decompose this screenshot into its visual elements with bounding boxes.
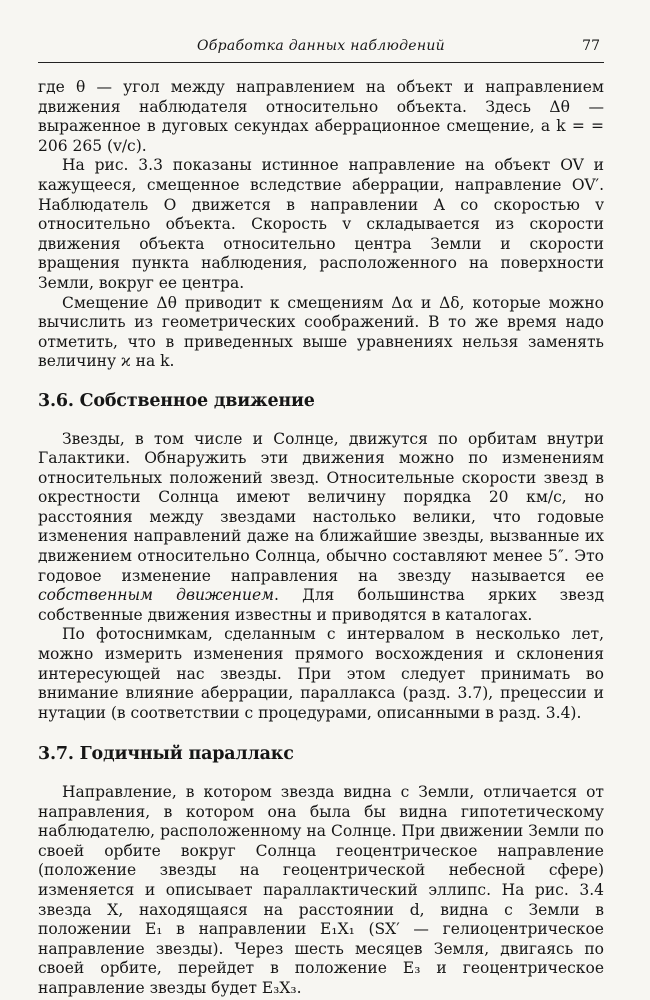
paragraph-proper-motion bbox=[38, 430, 604, 626]
proper-motion-text-a: Звезды, в том числе и Солнце, движутся по орбитам внутри Галактики. Обнаружить эти движения можно по изменениям относительных положений звезд. Относительные скорости звезд в окрестности Солнца имеют величину порядка 20 км/с, но расстояния между звездами настолько велики, что годовые изменения направлений даже на ближайшие звезды, вызванные их движением относительно Солнца, обычно составляют менее 5″. Это годовое изменение направления на звезду называется ее bbox=[38, 429, 604, 585]
page-header bbox=[38, 36, 604, 63]
page-number: 77 bbox=[582, 38, 600, 54]
proper-motion-term: собственным движением bbox=[38, 586, 274, 605]
paragraph-aberration-definition: где θ — угол между направлением на объект и направлением движения наблюдателя относительно объекта. Здесь Δθ — выраженное в дуговых секундах аберрационное смещение, а k = = 206 265 (v/c). bbox=[38, 78, 604, 155]
paragraph-displacement: Смещение Δθ приводит к смещениям Δα и Δδ, которые можно вычислить из геометрических соображений. В то же время надо отметить, что в приведенных выше уравнениях нельзя заменять величину ϰ на k. bbox=[38, 293, 604, 371]
section-heading-proper-motion: 3.6. Собственное движение bbox=[38, 390, 315, 411]
body-text bbox=[38, 78, 604, 999]
paragraph-figure-3-3: На рис. 3.3 показаны истинное направление на объект OV и кажущееся, смещенное вследствие аберрации, направление OV′. Наблюдатель O движется в направлении A со скоростью v относительно объекта. Скорость v складывается из скорости движения объекта относительно центра Земли и скорости вращения пункта наблюдения, расположенного на поверхности Земли, вокруг ее центра. bbox=[38, 156, 604, 292]
paragraph-photographs: По фотоснимкам, сделанным с интервалом в несколько лет, можно измерить изменения прямого восхождения и склонения интересующей нас звезды. При этом следует принимать во внимание влияние аберрации, параллакса (разд. 3.7), прецессии и нутации (в соответствии с процедурами, описанными в разд. 3.4). bbox=[38, 625, 604, 722]
section-heading-annual-parallax: 3.7. Годичный параллакс bbox=[38, 744, 294, 765]
running-title: Обработка данных наблюдений bbox=[196, 38, 445, 54]
proper-motion-text-b: . Для большинства ярких звезд собственные движения известны и приводятся в каталогах. bbox=[38, 586, 604, 624]
paragraph-annual-parallax: Направление, в котором звезда видна с Земли, отличается от направления, в котором она была бы видна гипотетическому наблюдателю, расположенному на Солнце. При движении Земли по своей орбите вокруг Солнца геоцентрическое направление (положение звезды на геоцентрической небесной сфере) изменяется и описывает параллактический эллипс. На рис. 3.4 звезда X, находящаяся на расстоянии d, видна с Земли в положении E₁ в направлении E₁X₁ (SX′ — гелиоцентрическое направление звезды). Через шесть месяцев Земля, двигаясь по своей орбите, перейдет в положение E₃ и геоцентрическое направление звезды будет E₃X₃. bbox=[38, 783, 604, 997]
